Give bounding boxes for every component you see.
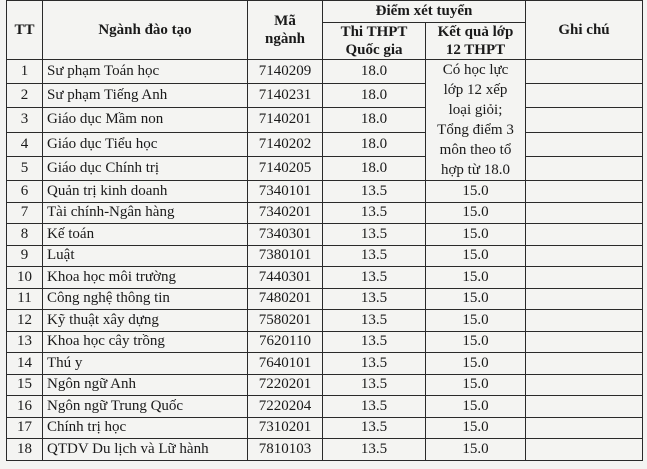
cell-note <box>526 353 643 375</box>
cell-tt: 6 <box>7 181 43 203</box>
header-national-line1: Thi THPT <box>340 24 408 40</box>
cell-code: 7140201 <box>248 108 323 132</box>
header-grade12-line2: 12 THPT <box>445 42 506 58</box>
cell-national-score: 13.5 <box>323 245 426 267</box>
cell-tt: 11 <box>7 288 43 310</box>
cell-tt: 12 <box>7 310 43 332</box>
cell-tt: 3 <box>7 108 43 132</box>
cell-code: 7640101 <box>248 353 323 375</box>
cell-major: Thú y <box>43 353 248 375</box>
cell-national-score: 18.0 <box>323 60 426 84</box>
cell-note <box>526 439 643 461</box>
cell-tt: 16 <box>7 396 43 418</box>
cell-national-score: 13.5 <box>323 267 426 289</box>
cell-national-score: 18.0 <box>323 156 426 180</box>
cell-tt: 14 <box>7 353 43 375</box>
cell-tt: 15 <box>7 374 43 396</box>
cell-code: 7140231 <box>248 84 323 108</box>
cell-grade12-score: 15.0 <box>426 224 526 246</box>
header-national-exam <box>323 23 426 60</box>
cell-grade12-score: 15.0 <box>426 310 526 332</box>
header-code <box>248 1 323 60</box>
cell-major: QTDV Du lịch và Lữ hành <box>43 439 248 461</box>
cell-grade12-score: 15.0 <box>426 396 526 418</box>
cell-code: 7340301 <box>248 224 323 246</box>
table-row <box>7 331 643 353</box>
cell-code: 7220201 <box>248 374 323 396</box>
cell-major: Luật <box>43 245 248 267</box>
table-row <box>7 310 643 332</box>
header-grade12-line1: Kết quả lớp <box>437 24 514 40</box>
cell-code: 7310201 <box>248 417 323 439</box>
cell-national-score: 13.5 <box>323 396 426 418</box>
cell-code: 7380101 <box>248 245 323 267</box>
cell-tt: 18 <box>7 439 43 461</box>
cell-national-score: 18.0 <box>323 84 426 108</box>
cell-grade12-score: 15.0 <box>426 245 526 267</box>
cell-code: 7220204 <box>248 396 323 418</box>
cell-national-score: 13.5 <box>323 374 426 396</box>
cell-grade12-score: 15.0 <box>426 417 526 439</box>
header-national-line2: Quốc gia <box>345 42 403 58</box>
cell-code: 7620110 <box>248 331 323 353</box>
table-row <box>7 60 643 84</box>
cell-code: 7580201 <box>248 310 323 332</box>
cell-note <box>526 396 643 418</box>
cell-grade12-score: 15.0 <box>426 374 526 396</box>
cell-note <box>526 156 643 180</box>
cell-major: Giáo dục Tiểu học <box>43 132 248 156</box>
cell-tt: 10 <box>7 267 43 289</box>
cell-note <box>526 84 643 108</box>
cell-grade12-score: 15.0 <box>426 353 526 375</box>
cell-code: 7340201 <box>248 202 323 224</box>
cell-major: Chính trị học <box>43 417 248 439</box>
cell-note <box>526 310 643 332</box>
table-row <box>7 417 643 439</box>
cell-major: Ngôn ngữ Trung Quốc <box>43 396 248 418</box>
cell-tt: 5 <box>7 156 43 180</box>
cell-note <box>526 202 643 224</box>
cell-tt: 17 <box>7 417 43 439</box>
header-tt: TT <box>7 1 43 60</box>
cell-national-score: 13.5 <box>323 439 426 461</box>
table-row <box>7 156 643 180</box>
cell-note <box>526 132 643 156</box>
header-code-line1: Mã <box>274 13 296 29</box>
cell-tt: 1 <box>7 60 43 84</box>
cell-tt: 8 <box>7 224 43 246</box>
cell-major: Khoa học cây trồng <box>43 331 248 353</box>
table-row <box>7 108 643 132</box>
admission-score-table <box>6 0 643 461</box>
cell-code: 7140209 <box>248 60 323 84</box>
cell-major: Tài chính-Ngân hàng <box>43 202 248 224</box>
cell-grade12-score: 15.0 <box>426 439 526 461</box>
admission-table-wrapper <box>6 0 642 461</box>
table-row <box>7 439 643 461</box>
cell-grade12-score: 15.0 <box>426 331 526 353</box>
cell-tt: 4 <box>7 132 43 156</box>
table-row <box>7 84 643 108</box>
cell-code: 7140202 <box>248 132 323 156</box>
cell-national-score: 13.5 <box>323 202 426 224</box>
cell-national-score: 13.5 <box>323 224 426 246</box>
table-header <box>7 1 643 60</box>
cell-code: 7440301 <box>248 267 323 289</box>
cell-major: Kỹ thuật xây dựng <box>43 310 248 332</box>
cell-grade12-score: 15.0 <box>426 267 526 289</box>
cell-national-score: 18.0 <box>323 132 426 156</box>
cell-note <box>526 417 643 439</box>
cell-national-score: 13.5 <box>323 288 426 310</box>
table-row <box>7 267 643 289</box>
cell-major: Giáo dục Mầm non <box>43 108 248 132</box>
table-row <box>7 288 643 310</box>
merged-grade12-note: Có học lực lớp 12 xếp loại giỏi; Tổng điểm 3 môn theo tổ hợp từ 18.0 <box>426 60 526 181</box>
cell-note <box>526 288 643 310</box>
cell-note <box>526 331 643 353</box>
cell-note <box>526 108 643 132</box>
cell-national-score: 13.5 <box>323 181 426 203</box>
table-body <box>7 60 643 461</box>
cell-national-score: 13.5 <box>323 310 426 332</box>
cell-major: Ngôn ngữ Anh <box>43 374 248 396</box>
cell-major: Kế toán <box>43 224 248 246</box>
cell-code: 7140205 <box>248 156 323 180</box>
cell-note <box>526 267 643 289</box>
cell-tt: 2 <box>7 84 43 108</box>
header-row-1 <box>7 1 643 23</box>
cell-note <box>526 60 643 84</box>
table-row <box>7 181 643 203</box>
table-row <box>7 396 643 418</box>
cell-code: 7340101 <box>248 181 323 203</box>
cell-major: Công nghệ thông tin <box>43 288 248 310</box>
cell-code: 7810103 <box>248 439 323 461</box>
table-row <box>7 202 643 224</box>
cell-national-score: 13.5 <box>323 331 426 353</box>
table-row <box>7 132 643 156</box>
cell-grade12-score: 15.0 <box>426 288 526 310</box>
cell-national-score: 18.0 <box>323 108 426 132</box>
cell-tt: 13 <box>7 331 43 353</box>
cell-note <box>526 245 643 267</box>
cell-tt: 9 <box>7 245 43 267</box>
cell-major: Sư phạm Toán học <box>43 60 248 84</box>
cell-national-score: 13.5 <box>323 353 426 375</box>
cell-tt: 7 <box>7 202 43 224</box>
cell-code: 7480201 <box>248 288 323 310</box>
cell-note <box>526 181 643 203</box>
header-major: Ngành đào tạo <box>43 1 248 60</box>
cell-major: Quản trị kinh doanh <box>43 181 248 203</box>
cell-grade12-score: 15.0 <box>426 181 526 203</box>
header-code-line2: ngành <box>264 31 306 47</box>
header-grade12 <box>426 23 526 60</box>
cell-grade12-score: 15.0 <box>426 202 526 224</box>
table-row <box>7 245 643 267</box>
header-note: Ghi chú <box>526 1 643 60</box>
cell-major: Sư phạm Tiếng Anh <box>43 84 248 108</box>
cell-note <box>526 224 643 246</box>
table-row <box>7 374 643 396</box>
cell-national-score: 13.5 <box>323 417 426 439</box>
header-score-group: Điểm xét tuyển <box>323 1 526 23</box>
cell-major: Giáo dục Chính trị <box>43 156 248 180</box>
table-row <box>7 224 643 246</box>
cell-major: Khoa học môi trường <box>43 267 248 289</box>
table-row <box>7 353 643 375</box>
cell-note <box>526 374 643 396</box>
